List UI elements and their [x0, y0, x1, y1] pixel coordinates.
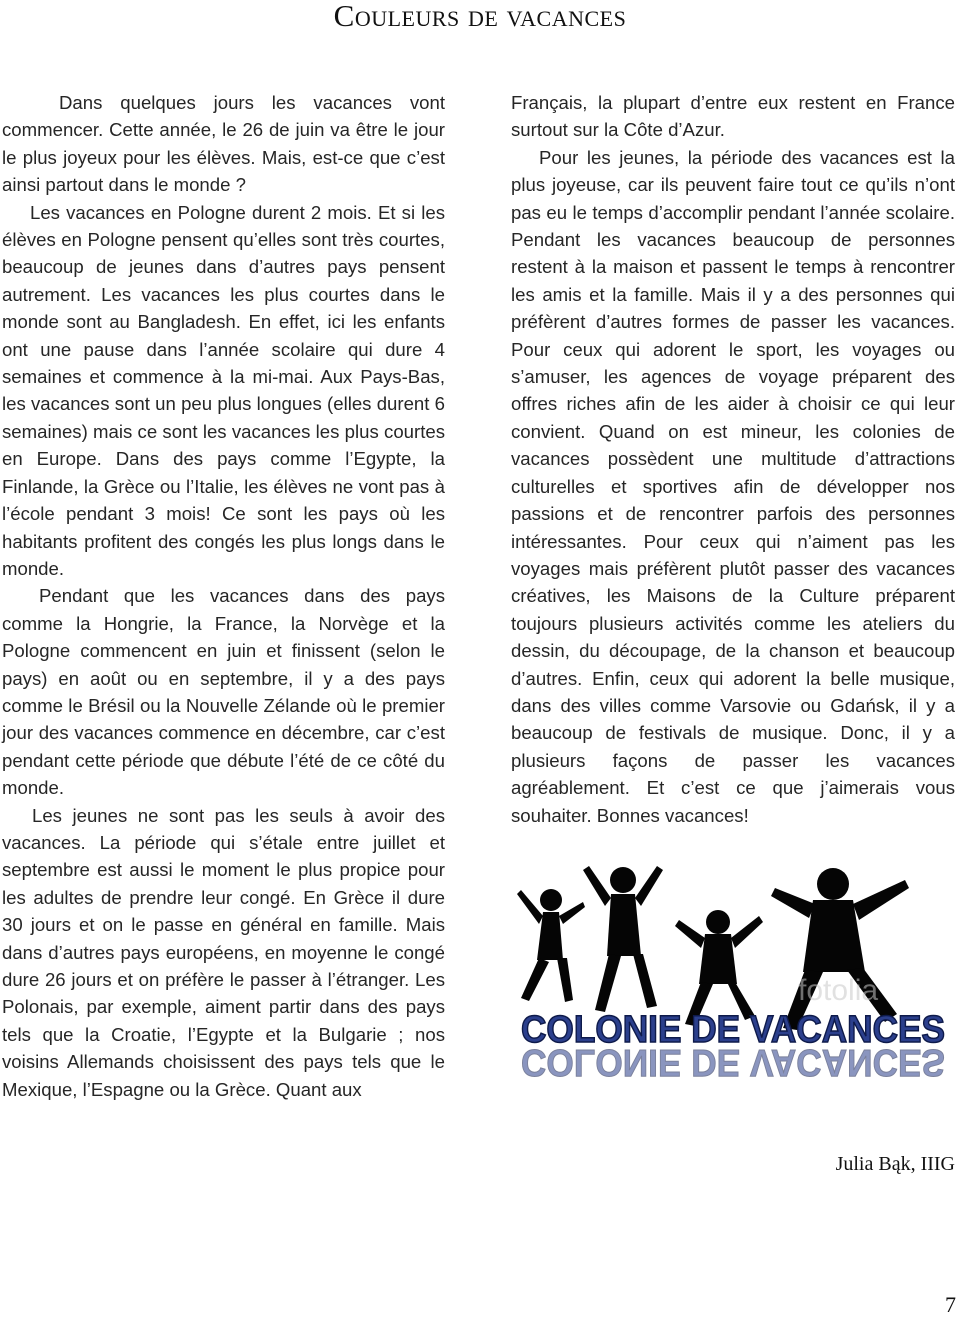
right-column	[511, 89, 955, 829]
author-signature: Julia Bąk, IIIG	[835, 1153, 955, 1175]
article-title: Couleurs de vacances	[333, 0, 627, 33]
banner-text-reflection: COLONIE DE VACANCES	[521, 1041, 945, 1083]
banner-text: COLONIE DE VACANCES	[521, 1009, 945, 1051]
watermark-text: fotolia	[798, 974, 879, 1007]
paragraph-french: Français, la plupart d’entre eux restent en France surtout sur la Côte d’Azur.	[511, 92, 955, 141]
left-column	[2, 89, 445, 1103]
sil-head-center	[706, 910, 730, 934]
paragraph-seasons: Pendant que les vacances dans des pays comme la Hongrie, la France, la Norvège et la Pologne commencent en juin et finissent (selon le pays) en août ou en septembre, il y a des pays comme le Brésil ou la Nouvelle Zélande où le premier jour des vacances commence en décembre, car c’est pendant cette période que débute l’été de ce côté du monde.	[2, 585, 445, 799]
paragraph-durations: Les vacances en Pologne durent 2 mois. Et si les élèves en Pologne pensent qu’elles sont très courtes, beaucoup de jeunes dans d’autres pays pensent autrement. Les vacances les plus courtes dans le monde sont au Bangladesh. En effet, ici les enfants ont une pause dans l’année scolaire qui dure 4 semaines et commence à la mi-mai. Aux Pays-Bas, les vacances sont un peu plus longues (elles durent 6 semaines) mais ce sont les vacances les plus courtes en Europe. Dans des pays comme l’Egypte, la Finlande, la Grèce ou l’Italie, les élèves ne vont pas à l’école pendant 3 mois! Ce sont les pays où les habitants profitent des congés les plus longs dans le monde.	[2, 201, 445, 579]
sil-head-left	[540, 889, 562, 911]
page-number: 7	[945, 1292, 956, 1317]
paragraph-adults: Les jeunes ne sont pas les seuls à avoir des vacances. La période qui s’étale entre juillet et septembre est aussi le moment le plus propice pour les adultes de prendre leur congé. En Grèce il dure 30 jours et on le passe en général en famille. Mais dans d’autres pays européens, en moyenne le congé dure 26 jours et on préfère le passer à l’étranger. Les Polonais, par exemple, aiment partir dans des pays tels que la Croatie, l’Egypte et la Bulgarie ; nos voisins Allemands choisissent des pays tels que le Mexique, l’Espagne ou la Grèce. Quant aux	[2, 804, 445, 1100]
paragraph-intro: Dans quelques jours les vacances vont commencer. Cette année, le 26 de juin va être le jour le plus joyeux pour les élèves. Mais, est-ce que c’est ainsi partout dans le monde ?	[2, 92, 445, 196]
colonie-de-vacances-illustration	[513, 860, 953, 1090]
sil-head-mid	[610, 867, 636, 893]
paragraph-youth: Pour les jeunes, la période des vacances est la plus joyeuse, car ils peuvent faire tout ce qu’ils n’ont pas eu le temps d’accomplir pendant l’année scolaire. Pendant les vacances beaucoup de personnes restent à la maison et passent le temps à rencontrer les amis et la famille. Mais il y a des personnes qui préfèrent d’autres formes de passer les vacances. Pour ceux qui adorent le sport, les voyages ou s’amuser, les agences de voyage préparent des offres riches afin de les aider à choisir ce qui leur convient. Quand on est mineur, les colonies de vacances possèdent une multitude d’attractions culturelles et sportives afin de développer nos passions et de rencontrer parfois des personnes intéressantes. Pour ceux qui n’aiment pas les voyages mais préfèrent plutôt passer des vacances créatives, les Maisons de la Culture préparent toujours plusieurs activités comme les ateliers du dessin, du découpage, de la chanson et beaucoup d’autres. Enfin, ceux qui adorent la belle musique, dans des villes comme Varsovie ou Gdańsk, il y a beaucoup de festivals de musique. Donc, il y a plusieurs façons de passer les vacances agréablement. Et c’est ce que j’aimerais vous souhaiter. Bonnes vacances!	[511, 146, 955, 826]
sil-head-right	[817, 868, 849, 900]
